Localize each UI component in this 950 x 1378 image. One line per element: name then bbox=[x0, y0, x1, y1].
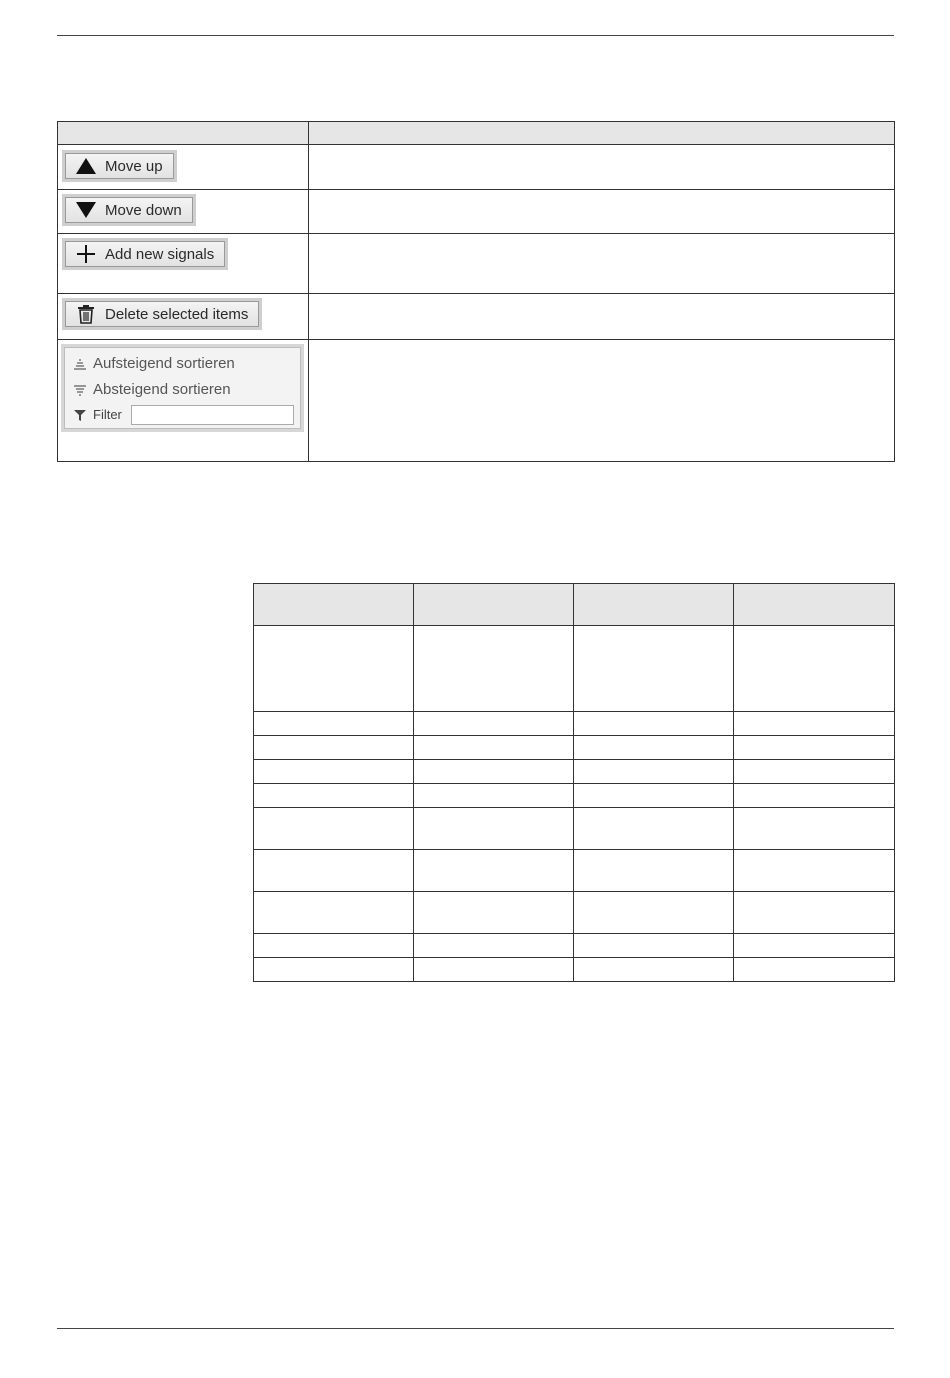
table-cell bbox=[574, 892, 734, 934]
sort-descending-item[interactable] bbox=[73, 381, 231, 398]
header-cell bbox=[574, 584, 734, 626]
table-cell bbox=[414, 760, 574, 784]
table-cell bbox=[58, 190, 309, 234]
table-cell bbox=[58, 340, 309, 462]
table-cell bbox=[734, 784, 895, 808]
filter-input[interactable] bbox=[131, 405, 294, 425]
table-cell bbox=[734, 808, 895, 850]
table-cell bbox=[414, 958, 574, 982]
description-cell bbox=[309, 190, 895, 234]
header-cell bbox=[58, 122, 309, 145]
table-cell bbox=[254, 760, 414, 784]
description-cell bbox=[309, 234, 895, 294]
table-cell bbox=[574, 760, 734, 784]
table-row bbox=[58, 294, 895, 340]
table-row bbox=[58, 190, 895, 234]
header-rule bbox=[57, 35, 894, 36]
description-cell bbox=[309, 145, 895, 190]
table-cell bbox=[734, 958, 895, 982]
table-cell bbox=[734, 712, 895, 736]
table-cell bbox=[734, 760, 895, 784]
description-cell bbox=[309, 340, 895, 462]
sort-filter-menu bbox=[61, 344, 304, 432]
sort-ascending-item[interactable] bbox=[73, 355, 235, 372]
sort-descending-label: Absteigend sortieren bbox=[93, 381, 231, 398]
table-row bbox=[254, 808, 895, 850]
plus-icon bbox=[76, 244, 96, 264]
triangle-down-icon bbox=[76, 200, 96, 220]
table-row bbox=[254, 958, 895, 982]
table-cell bbox=[574, 958, 734, 982]
trash-icon bbox=[76, 304, 96, 324]
empty-grid-table bbox=[253, 583, 895, 982]
table-row bbox=[254, 736, 895, 760]
table-row bbox=[58, 145, 895, 190]
table-row bbox=[58, 234, 895, 294]
table-cell bbox=[414, 892, 574, 934]
table-cell bbox=[414, 808, 574, 850]
table-cell bbox=[574, 934, 734, 958]
table-row bbox=[254, 850, 895, 892]
table-cell bbox=[254, 712, 414, 736]
filter-label: Filter bbox=[93, 407, 122, 422]
table-cell bbox=[254, 892, 414, 934]
triangle-up-icon bbox=[76, 156, 96, 176]
table-cell bbox=[734, 934, 895, 958]
toolbar-button-table bbox=[57, 121, 895, 462]
table-header-row bbox=[254, 584, 895, 626]
header-cell bbox=[254, 584, 414, 626]
move-down-button[interactable] bbox=[65, 197, 193, 223]
footer-rule bbox=[57, 1328, 894, 1329]
delete-button-frame bbox=[62, 298, 262, 330]
header-cell bbox=[734, 584, 895, 626]
move-up-button-frame bbox=[62, 150, 177, 182]
add-new-signals-label: Add new signals bbox=[105, 245, 215, 263]
table-cell bbox=[58, 145, 309, 190]
table-row bbox=[254, 712, 895, 736]
table-cell bbox=[574, 808, 734, 850]
table-cell bbox=[254, 850, 414, 892]
table-row bbox=[254, 892, 895, 934]
delete-selected-items-label: Delete selected items bbox=[105, 305, 249, 323]
table-cell bbox=[734, 626, 895, 712]
add-new-signals-button[interactable] bbox=[65, 241, 225, 267]
table-cell bbox=[414, 784, 574, 808]
table-cell bbox=[734, 892, 895, 934]
table-cell bbox=[414, 934, 574, 958]
table-cell bbox=[734, 850, 895, 892]
table-cell bbox=[574, 736, 734, 760]
table-cell bbox=[574, 784, 734, 808]
table-cell bbox=[254, 736, 414, 760]
delete-selected-items-button[interactable] bbox=[65, 301, 259, 327]
move-up-label: Move up bbox=[105, 157, 163, 175]
table-cell bbox=[254, 626, 414, 712]
table-cell bbox=[254, 958, 414, 982]
table-header-row bbox=[58, 122, 895, 145]
table-row bbox=[58, 340, 895, 462]
table-cell bbox=[254, 934, 414, 958]
table-cell bbox=[414, 626, 574, 712]
move-down-button-frame bbox=[62, 194, 196, 226]
table-row bbox=[254, 760, 895, 784]
table-row bbox=[254, 934, 895, 958]
table-cell bbox=[574, 626, 734, 712]
add-signals-button-frame bbox=[62, 238, 228, 270]
move-up-button[interactable] bbox=[65, 153, 174, 179]
table-cell bbox=[58, 234, 309, 294]
table-cell bbox=[574, 850, 734, 892]
table-cell bbox=[414, 850, 574, 892]
table-cell bbox=[254, 784, 414, 808]
header-cell bbox=[414, 584, 574, 626]
sort-descending-icon bbox=[73, 383, 87, 397]
table-row bbox=[254, 626, 895, 712]
filter-row bbox=[73, 407, 122, 422]
funnel-icon bbox=[73, 408, 87, 422]
table-row bbox=[254, 784, 895, 808]
move-down-label: Move down bbox=[105, 201, 182, 219]
table-cell bbox=[734, 736, 895, 760]
table-cell bbox=[414, 712, 574, 736]
table-cell bbox=[58, 294, 309, 340]
table-cell bbox=[414, 736, 574, 760]
table-cell bbox=[254, 808, 414, 850]
table-cell bbox=[574, 712, 734, 736]
sort-ascending-icon bbox=[73, 357, 87, 371]
sort-ascending-label: Aufsteigend sortieren bbox=[93, 355, 235, 372]
description-cell bbox=[309, 294, 895, 340]
header-cell bbox=[309, 122, 895, 145]
